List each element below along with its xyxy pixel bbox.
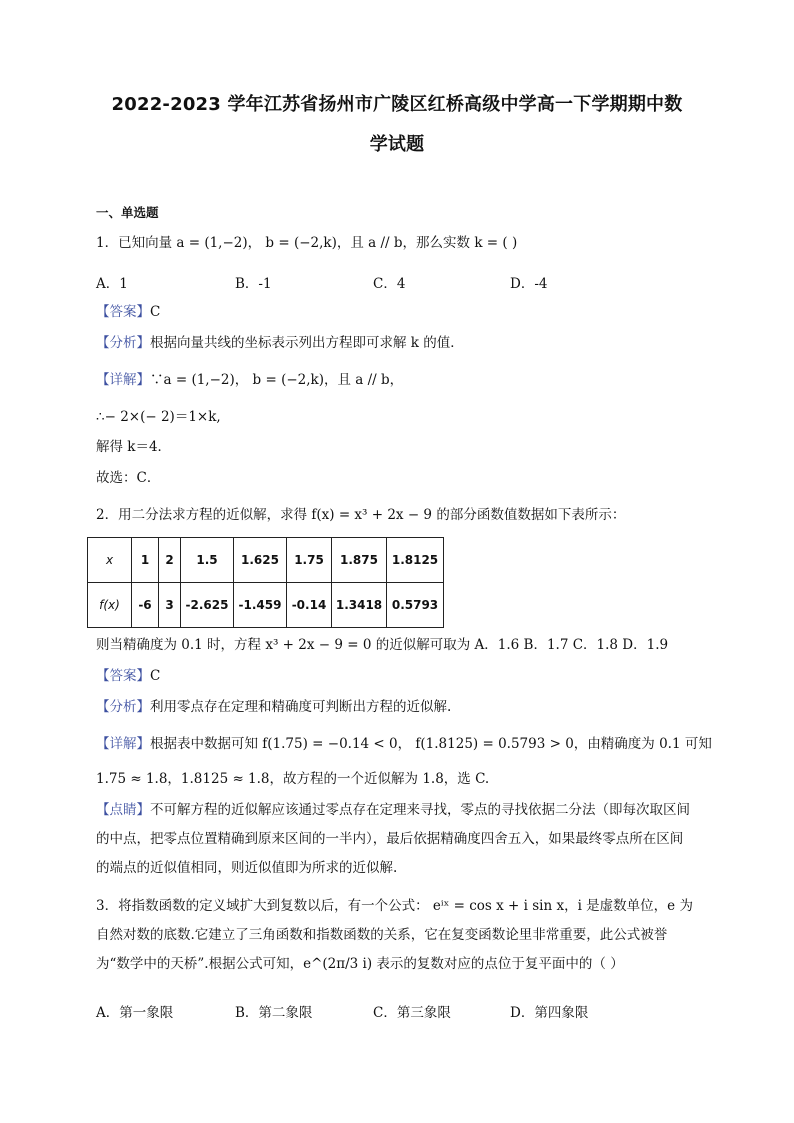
q2-analysis <box>96 698 451 716</box>
table-row-header: x <box>88 538 132 583</box>
table-cell: 3 <box>159 583 181 628</box>
q3-stem: 3．将指数函数的定义域扩大到复数以后，有一个公式： eⁱˣ = cos x + i sin x，i 是虚数单位，e 为自然对数的底数.它建立了三角函数和指数函数的关系，它在复变函数论里非常重要，此公式被誉为“数学中的天桥”.根据公式可知，e^(2π/3 i) 表示的复数对应的点位于复平面中的（ ） <box>96 898 693 972</box>
q2-tip <box>96 796 696 883</box>
page-title-line-2: 学试题 <box>369 134 425 155</box>
q2-detail-1 <box>96 735 712 753</box>
table-cell: 1.5 <box>181 538 234 583</box>
q2-answer <box>96 667 160 685</box>
q3-option-a: A．第一象限 <box>96 1005 174 1021</box>
q1-step-1: ∴− 2×(− 2)＝1×k, <box>96 409 221 425</box>
q1-option-a: A．1 <box>96 276 128 292</box>
q1-analysis <box>96 334 464 352</box>
table-row <box>88 538 444 583</box>
detail-text: ∵a = (1,−2)， b = (−2,k)，且 a // b， <box>150 372 404 388</box>
table-cell: 1.75 <box>287 538 332 583</box>
q3-option-d: D．第四象限 <box>510 1005 589 1021</box>
table-cell: -6 <box>132 583 159 628</box>
section-heading: 一、单选题 <box>96 205 159 220</box>
q1-detail <box>96 371 403 389</box>
tip-text: 不可解方程的近似解应该通过零点存在定理来寻找，零点的寻找依据二分法（即每次取区间的中点，把零点位置精确到原来区间的一半内），最后依据精确度四舍五入，如果最终零点所在区间的端点的近似值相同，则近似值即为所求的近似解. <box>96 802 690 876</box>
table-cell: -2.625 <box>181 583 234 628</box>
table-row <box>88 583 444 628</box>
table-cell: 1.875 <box>332 538 387 583</box>
analysis-tag: 【分析】 <box>96 699 150 715</box>
q1-option-b: B．-1 <box>235 276 272 292</box>
table-cell: -0.14 <box>287 583 332 628</box>
table-cell: 1 <box>132 538 159 583</box>
q2-stem: 2．用二分法求方程的近似解，求得 f(x) = x³ + 2x − 9 的部分函数值数据如下表所示： <box>96 507 626 523</box>
q2-after-table: 则当精确度为 0.1 时，方程 x³ + 2x − 9 = 0 的近似解可取为 A．1.6 B．1.7 C．1.8 D．1.9 <box>96 637 669 653</box>
q1-answer <box>96 303 160 321</box>
table-cell: -1.459 <box>234 583 287 628</box>
table-cell: 1.8125 <box>387 538 444 583</box>
page-title-line-1: 2022-2023 学年江苏省扬州市广陵区红桥高级中学高一下学期期中数 <box>111 94 683 115</box>
detail-tag: 【详解】 <box>96 736 150 752</box>
tip-tag: 【点睛】 <box>96 802 150 818</box>
table-cell: 1.625 <box>234 538 287 583</box>
function-value-table <box>87 537 444 628</box>
analysis-tag: 【分析】 <box>96 335 150 351</box>
analysis-text: 利用零点存在定理和精确度可判断出方程的近似解. <box>150 699 452 715</box>
detail-text: 根据表中数据可知 f(1.75) = −0.14 < 0， f(1.8125) = 0.5793 > 0，由精确度为 0.1 可知 <box>150 736 712 752</box>
answer-tag: 【答案】 <box>96 304 150 320</box>
table-cell: 0.5793 <box>387 583 444 628</box>
q2-detail-2: 1.75 ≈ 1.8，1.8125 ≈ 1.8，故方程的一个近似解为 1.8，选 C. <box>96 771 490 787</box>
answer-value: C <box>150 668 161 684</box>
q1-option-c: C．4 <box>373 276 406 292</box>
table-cell: 1.3418 <box>332 583 387 628</box>
q1-step-2: 解得 k＝4． <box>96 439 172 455</box>
analysis-text: 根据向量共线的坐标表示列出方程即可求解 k 的值． <box>150 335 464 351</box>
detail-tag: 【详解】 <box>96 372 150 388</box>
q3-option-c: C．第三象限 <box>373 1005 451 1021</box>
table-row-header: f(x) <box>88 583 132 628</box>
answer-tag: 【答案】 <box>96 668 150 684</box>
q1-option-d: D．-4 <box>510 276 548 292</box>
q1-stem: 1．已知向量 a = (1,−2)， b = (−2,k)，且 a // b，那么实数 k = ( ) <box>96 235 518 251</box>
q3-option-b: B．第二象限 <box>235 1005 313 1021</box>
table-cell: 2 <box>159 538 181 583</box>
answer-value: C <box>150 304 161 320</box>
q1-step-3: 故选：C． <box>96 470 161 486</box>
